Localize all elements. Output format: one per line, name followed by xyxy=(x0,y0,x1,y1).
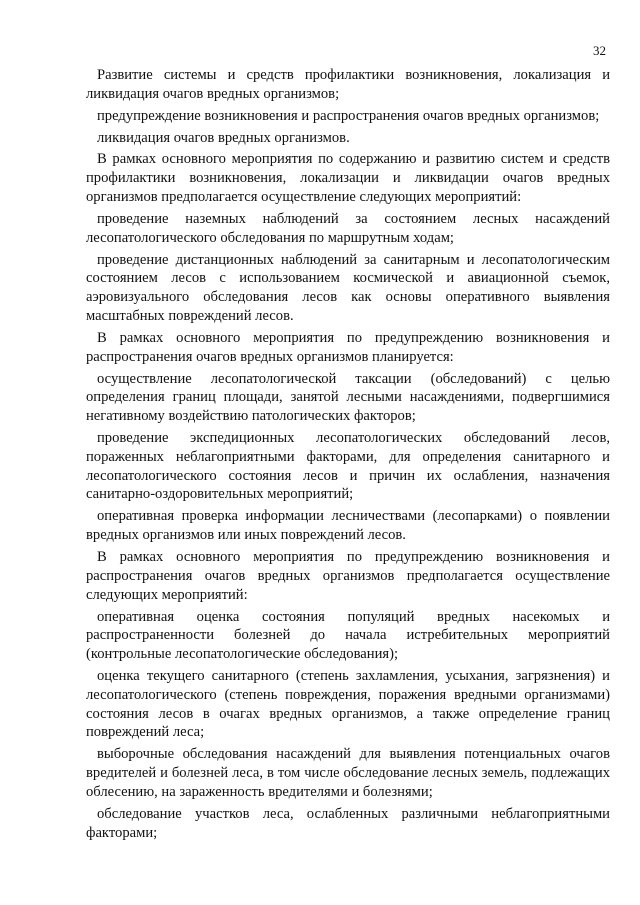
paragraph: обследование участков леса, ослабленных различными неблагоприятными факторами; xyxy=(86,805,610,841)
paragraph: В рамках основного мероприятия по предупреждению возникновения и распространения очагов вредных организмов предполагается осуществление следующих мероприятий: xyxy=(86,549,610,603)
paragraph: предупреждение возникновения и распространения очагов вредных организмов; xyxy=(97,107,600,124)
paragraph: проведение дистанционных наблюдений за санитарным и лесопатологическим состоянием лесов с использованием космической и авиационной съемок, аэровизуального обследования лесов как основы оперативного выявления масштабных повреждений лесов. xyxy=(86,251,610,325)
paragraph: оперативная проверка информации лесничествами (лесопарками) о появлении вредных организмов или иных повреждений лесов. xyxy=(86,508,610,544)
paragraph: проведение наземных наблюдений за состоянием лесных насаждений лесопатологического обследования по маршрутным ходам; xyxy=(86,210,610,246)
paragraph: Развитие системы и средств профилактики возникновения, локализация и ликвидация очагов вредных организмов; xyxy=(86,67,610,102)
paragraph: оперативная оценка состояния популяций вредных насекомых и распространенности болезней до начала истребительных мероприятий (контрольные лесопатологические обследования); xyxy=(86,608,610,663)
page-number: 32 xyxy=(593,43,606,58)
paragraph: В рамках основного мероприятия по содержанию и развитию систем и средств профилактики возникновения, локализации и ликвидации очагов вредных организмов предполагается осуществление следующих мероприятий: xyxy=(86,151,610,206)
paragraph: В рамках основного мероприятия по предупреждению возникновения и распространения очагов вредных организмов планируется: xyxy=(86,329,610,365)
paragraph: ликвидация очагов вредных организмов. xyxy=(97,129,350,146)
paragraph: осуществление лесопатологической таксации (обследований) с целью определения границ площади, занятой лесными насаждениями, подвергшимися негативному воздействию патологических факторов; xyxy=(86,370,610,425)
document-body xyxy=(86,66,610,845)
paragraph: выборочные обследования насаждений для выявления потенциальных очагов вредителей и болезней леса, в том числе обследование лесных земель, подлежащих облесению, на зараженность вредителями и болезнями; xyxy=(86,746,610,800)
paragraph: оценка текущего санитарного (степень захламления, усыхания, загрязнения) и лесопатологического (степень повреждения, поражения вредными организмами) состояния лесов в очагах вредных организмов, а также определение границ повреждений леса; xyxy=(86,668,610,741)
paragraph: проведение экспедиционных лесопатологических обследований лесов, пораженных неблагоприятными факторами, для определения санитарного и лесопатологического состояния лесов и причин их ослабления, назначения санитарно-оздоровительных мероприятий; xyxy=(86,430,610,503)
